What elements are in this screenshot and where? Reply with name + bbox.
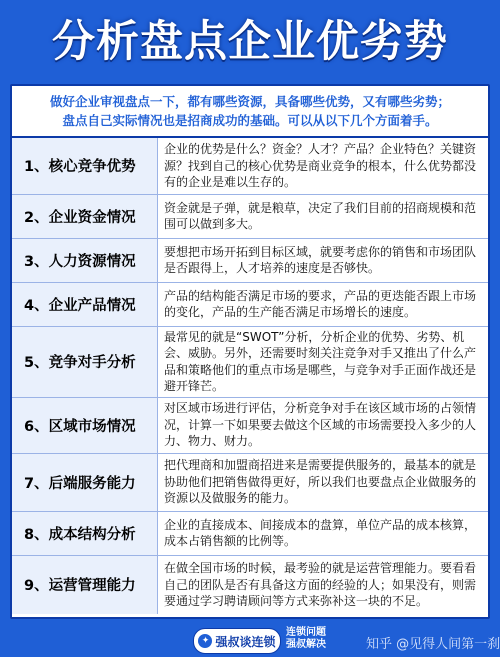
table-row — [12, 282, 488, 326]
row-description: 企业的直接成本、间接成本的盘算，单位产品的成本核算，成本占销售额的比例等。 — [158, 511, 489, 555]
row-label: 2、企业资金情况 — [12, 194, 158, 238]
brand-name: 强叔谈连锁 — [215, 634, 276, 649]
row-label: 8、成本结构分析 — [12, 511, 158, 555]
intro-text — [12, 86, 488, 138]
row-description: 要想把市场开拓到目标区域，就要考虑你的销售和市场团队是否跟得上，人才培养的速度是否够快。 — [158, 238, 489, 282]
page-title: 分析盘点企业优劣势 — [52, 17, 448, 67]
table-row — [12, 238, 488, 282]
row-label: 6、区域市场情况 — [12, 397, 158, 453]
table-row — [12, 138, 488, 194]
analysis-table — [12, 138, 488, 614]
table-row — [12, 397, 488, 453]
row-label: 9、运营管理能力 — [12, 555, 158, 614]
row-description: 在做全国市场的时候，最考验的就是运营管理能力。要看看自己的团队是否有具备这方面的经验的人；如果没有，则需要通过学习聘请顾问等方式来弥补这一块的不足。 — [164, 561, 477, 608]
table-row — [12, 555, 488, 614]
intro-line: 做好企业审视盘点一下，都有哪些资源，具备哪些优势，又有哪些劣势； — [49, 94, 450, 109]
row-label: 4、企业产品情况 — [12, 282, 158, 326]
table-row — [12, 326, 488, 397]
slogan-line: 强叔解决 — [286, 639, 326, 650]
row-description: 企业的优势是什么？资金？人才？产品？企业特色？关键资源？找到自己的核心优势是商业竞争的根本，什么优势都没有的企业是难以生存的。 — [158, 138, 489, 194]
brand-logo-icon: ✦ — [198, 634, 212, 648]
footer — [0, 624, 500, 657]
row-label: 3、人力资源情况 — [12, 238, 158, 282]
slogan-line: 连锁问题 — [286, 627, 326, 638]
content-panel — [10, 84, 490, 619]
row-description: 把代理商和加盟商招进来是需要提供服务的，最基本的就是协助他们把销售做得更好，所以我们也要盘点企业做服务的资源以及做服务的能力。 — [158, 453, 489, 511]
row-description: 最常见的就是“SWOT”分析，分析企业的优势、劣势、机会、威胁。另外，还需要时刻关注竞争对手又推出了什么产品和策略他们的重点市场是哪些，与竞争对手正面作战还是避开锋芒。 — [158, 326, 489, 397]
row-description: 资金就是子弹，就是粮草，决定了我们目前的招商规模和范围可以做到多大。 — [158, 194, 489, 238]
table-row — [12, 453, 488, 511]
brand-badge — [193, 628, 281, 654]
row-description: 对区域市场进行评估，分析竞争对手在该区域市场的占领情况，计算一下如果要去做这个区域的市场需要投入多少的人力、物力、财力。 — [158, 397, 489, 453]
row-label: 7、后端服务能力 — [12, 453, 158, 511]
brand-slogan — [286, 627, 336, 651]
intro-line: 盘点自己实际情况也是招商成功的基础。可以从以下几个方面着手。 — [62, 113, 438, 128]
table-row — [12, 511, 488, 555]
row-label: 5、竞争对手分析 — [12, 326, 158, 397]
row-description: 产品的结构能否满足市场的要求，产品的更迭能否跟上市场的变化，产品的生产能否满足市场增长的速度。 — [158, 282, 489, 326]
table-row — [12, 194, 488, 238]
watermark: 知乎 @见得人间第一刹 — [366, 637, 500, 652]
row-label: 1、核心竞争优势 — [12, 138, 158, 194]
